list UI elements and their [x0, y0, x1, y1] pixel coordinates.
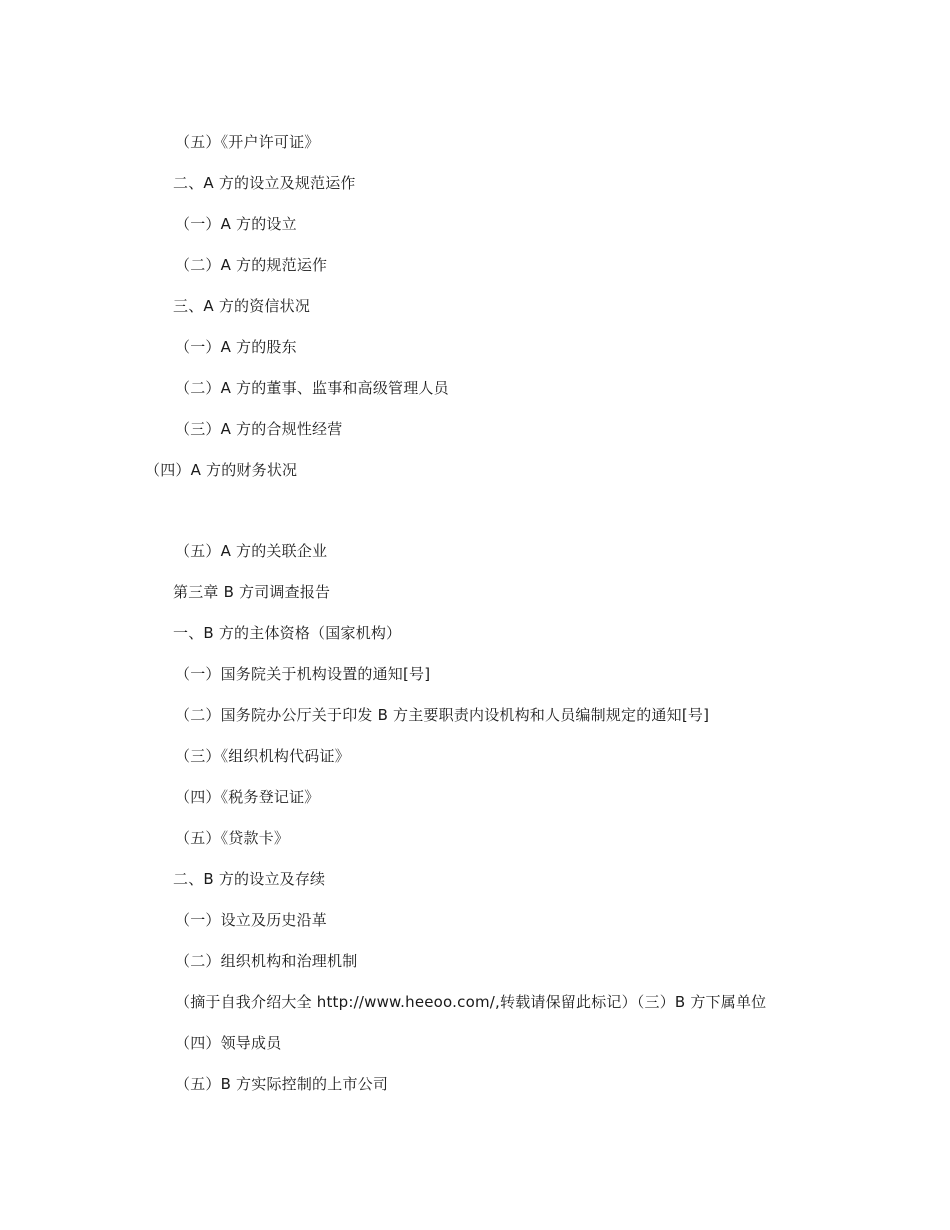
line-b-governance: （二）组织机构和治理机制 — [175, 952, 358, 970]
line-open-account-license: （五）《开户许可证》 — [175, 133, 320, 151]
line-b-leadership: （四）领导成员 — [175, 1034, 282, 1052]
line-b-qualification-heading: 一、B 方的主体资格（国家机构） — [173, 624, 402, 642]
line-a-directors: （二）A 方的董事、监事和高级管理人员 — [175, 379, 449, 397]
line-a-credit-heading: 三、A 方的资信状况 — [173, 297, 311, 315]
line-a-shareholders: （一）A 方的股东 — [175, 338, 297, 356]
line-b-org-code-cert: （三）《组织机构代码证》 — [175, 747, 350, 765]
line-a-establishment-heading: 二、A 方的设立及规范运作 — [173, 174, 356, 192]
line-b-loan-card: （五）《贷款卡》 — [175, 829, 290, 847]
line-a-financial: （四）A 方的财务状况 — [145, 461, 298, 479]
line-a-compliance: （三）A 方的合规性经营 — [175, 420, 343, 438]
line-a-related-companies: （五）A 方的关联企业 — [175, 542, 328, 560]
line-b-listed-companies: （五）B 方实际控制的上市公司 — [175, 1075, 389, 1093]
line-b-history: （一）设立及历史沿革 — [175, 911, 328, 929]
line-b-institution-notice: （一）国务院关于机构设置的通知[号] — [175, 665, 431, 683]
chapter-three-heading: 第三章 B 方司调查报告 — [173, 583, 331, 601]
line-b-tax-cert: （四）《税务登记证》 — [175, 788, 320, 806]
line-b-source-note-subsidiaries: （摘于自我介绍大全 http://www.heeoo.com/,转载请保留此标记）（三）B 方下属单位 — [175, 993, 767, 1011]
line-a-establishment: （一）A 方的设立 — [175, 215, 297, 233]
line-b-establishment-heading: 二、B 方的设立及存续 — [173, 870, 326, 888]
line-b-staffing-notice: （二）国务院办公厅关于印发 B 方主要职责内设机构和人员编制规定的通知[号] — [175, 706, 710, 724]
line-a-standard-operation: （二）A 方的规范运作 — [175, 256, 328, 274]
